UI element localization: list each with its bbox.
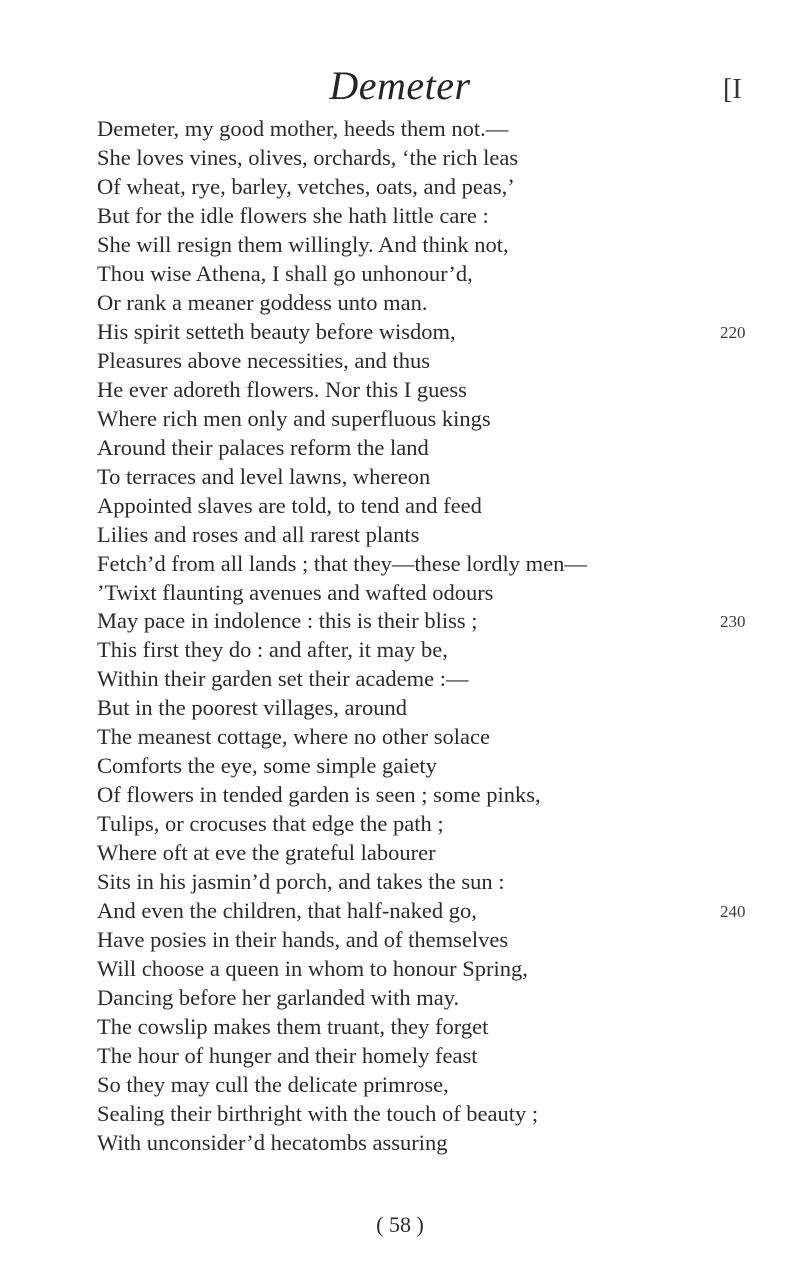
poem-line-text: Sits in his jasmin’d porch, and takes the sun : xyxy=(97,869,505,895)
poem-line-text: ’Twixt flaunting avenues and wafted odours xyxy=(97,579,494,605)
poem-line xyxy=(97,434,777,463)
poem-line xyxy=(97,955,777,984)
poem-line-text: Appointed slaves are told, to tend and feed xyxy=(97,492,482,518)
poem-line xyxy=(97,1129,777,1158)
poem-line-text: Will choose a queen in whom to honour Spring, xyxy=(97,956,528,982)
poem-line xyxy=(97,405,777,434)
poem-line-text: Demeter, my good mother, heeds them not.— xyxy=(97,116,509,141)
poem-line xyxy=(97,579,777,608)
poem-line-text: Where rich men only and superfluous kings xyxy=(97,405,491,431)
poem-line xyxy=(97,231,777,260)
poem-line xyxy=(97,173,777,202)
poem-line xyxy=(97,1013,777,1042)
poem-line xyxy=(97,463,777,492)
poem-line-text: Around their palaces reform the land xyxy=(97,434,429,460)
poem-line xyxy=(97,1042,777,1071)
poem-line xyxy=(97,347,777,376)
poem-line-text: His spirit setteth beauty before wisdom, xyxy=(97,318,456,344)
poem-line xyxy=(97,810,777,839)
poem-line-text: To terraces and level lawns, whereon xyxy=(97,463,431,489)
poem-line xyxy=(97,202,777,231)
poem-line xyxy=(97,1071,777,1100)
poem-line-text: Lilies and roses and all rarest plants xyxy=(97,521,420,547)
poem-line-text: With unconsider’d hecatombs assuring xyxy=(97,1129,448,1155)
running-title: Demeter xyxy=(329,63,471,108)
poem-line-text: This first they do : and after, it may be, xyxy=(97,637,448,663)
poem-line xyxy=(97,521,777,550)
poem-line xyxy=(97,839,777,868)
poem-line xyxy=(97,289,777,318)
line-number: 230 xyxy=(720,612,746,632)
poem-line-text: She loves vines, olives, orchards, ‘the rich leas xyxy=(97,144,519,170)
poem-line xyxy=(97,752,777,781)
poem-line-text: Dancing before her garlanded with may. xyxy=(97,985,460,1011)
poem-line xyxy=(97,376,777,405)
poem-line-text: He ever adoreth flowers. Nor this I guess xyxy=(97,376,467,402)
poem-line xyxy=(97,1100,777,1129)
poem-line-text: The cowslip makes them truant, they forget xyxy=(97,1014,489,1040)
poem-line-text: But in the poorest villages, around xyxy=(97,695,407,721)
poem-line xyxy=(97,636,777,665)
poem-line-text: The meanest cottage, where no other solace xyxy=(97,724,490,750)
poem-line-text: Comforts the eye, some simple gaiety xyxy=(97,753,437,779)
poem-line xyxy=(97,694,777,723)
page-number: ( 58 ) xyxy=(376,1212,424,1237)
poem-line xyxy=(97,115,777,144)
poem-line xyxy=(97,260,777,289)
poem-line xyxy=(97,550,777,579)
poem-line xyxy=(97,723,777,752)
poem-line-text: So they may cull the delicate primrose, xyxy=(97,1071,449,1097)
poem-body xyxy=(97,115,777,1158)
poem-line xyxy=(97,897,777,926)
poem-line-text: But for the idle flowers she hath little care : xyxy=(97,202,489,228)
line-number: 220 xyxy=(720,322,746,342)
poem-line xyxy=(97,318,777,347)
line-number: 240 xyxy=(720,902,746,922)
poem-line-text: Or rank a meaner goddess unto man. xyxy=(97,289,428,315)
poem-line-text: Of wheat, rye, barley, vetches, oats, and peas,’ xyxy=(97,173,515,199)
page-header xyxy=(0,62,800,112)
poem-line-text: Where oft at eve the grateful labourer xyxy=(97,840,436,866)
poem-line-text: Within their garden set their academe :— xyxy=(97,666,469,692)
poem-line xyxy=(97,607,777,636)
poem-line xyxy=(97,665,777,694)
poem-line xyxy=(97,868,777,897)
poem-line-text: May pace in indolence : this is their bliss ; xyxy=(97,608,478,634)
poem-line-text: Have posies in their hands, and of themselves xyxy=(97,927,509,953)
poem-line xyxy=(97,781,777,810)
poem-line xyxy=(97,492,777,521)
section-mark: [I xyxy=(723,74,742,105)
poem-line-text: Of flowers in tended garden is seen ; some pinks, xyxy=(97,782,541,808)
poem-line-text: Fetch’d from all lands ; that they—these lordly men— xyxy=(97,550,587,576)
poem-line-text: And even the children, that half-naked go, xyxy=(97,898,477,924)
poem-line-text: Sealing their birthright with the touch of beauty ; xyxy=(97,1100,539,1126)
poem-line-text: The hour of hunger and their homely feast xyxy=(97,1043,478,1068)
poem-line-text: She will resign them willingly. And think not, xyxy=(97,231,509,257)
poem-line-text: Tulips, or crocuses that edge the path ; xyxy=(97,811,444,837)
poem-line xyxy=(97,144,777,173)
poem-line xyxy=(97,984,777,1013)
poem-line-text: Thou wise Athena, I shall go unhonour’d, xyxy=(97,260,473,286)
poem-line-text: Pleasures above necessities, and thus xyxy=(97,347,431,373)
poem-line xyxy=(97,926,777,955)
